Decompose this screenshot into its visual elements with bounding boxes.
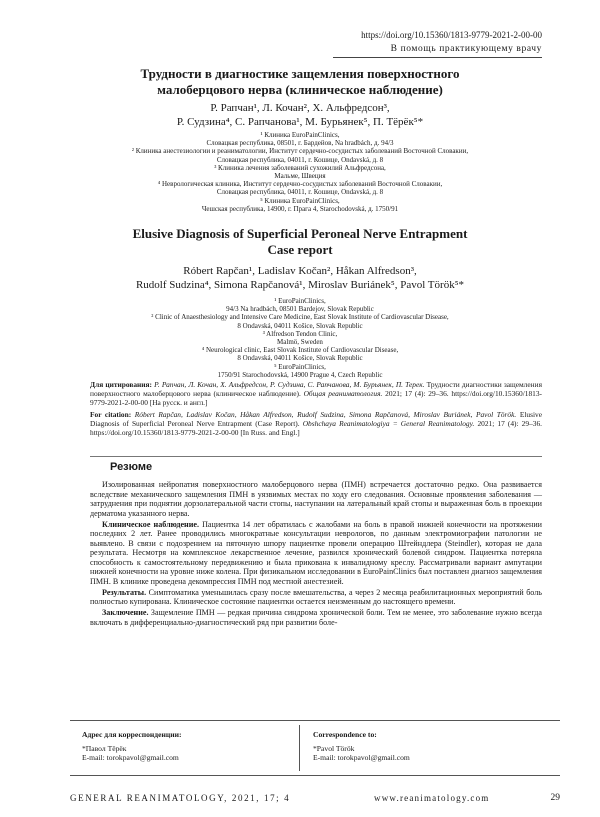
summary-conclusion-label: Заключение. [102, 608, 149, 617]
citation-english-title: Elusive Diagnosis of Superficial Peroneal Nerve Entrapment (Case Report). [90, 409, 542, 428]
summary-results-text: Симптоматика уменьшилась сразу после вмешательства, а через 2 месяца реабилитационных мероприятий боль полностью купирована. Клиническое состояние пациентки остается неизменным до настоящего времени. [90, 587, 542, 606]
title-english-line-2: Case report [267, 242, 333, 257]
summary-case [90, 520, 542, 587]
affiliation-line: Словацкая республика, 04011, г. Кошице, Ondavská, д. 8 [216, 188, 384, 197]
correspondence-russian [82, 730, 292, 763]
affiliation-line: Мальме, Швеция [274, 172, 326, 181]
correspondence-english-name: *Pavol Török [313, 744, 355, 754]
footer-journal: GENERAL REANIMATOLOGY, 2021, 17; 4 [70, 793, 291, 803]
correspondence-box [70, 720, 560, 776]
summary-results-label: Результаты. [102, 587, 147, 597]
citation-russian-authors: Р. Рапчан, Л. Кочан, Х. Альфредсон, Р. Судзина, С. Рапчанова, М. Бурьянек, П. Терек. [154, 380, 425, 389]
correspondence-russian-name: *Павол Тёрёк [82, 744, 127, 754]
citation-english-label: For citation: [90, 409, 132, 419]
citation-english-journal: Obshchaya Reanimatologiya = General Reanimatology. [302, 418, 475, 428]
citation-russian-label: Для цитирования: [90, 380, 153, 389]
authors-russian [40, 101, 560, 129]
summary-case-label: Клиническое наблюдение. [102, 519, 199, 529]
affiliation-line: ⁵ EuroPainClinics, [274, 362, 326, 371]
affiliation-line: ³ Alfredson Tendon Clinic, [262, 329, 338, 338]
header-divider [333, 57, 542, 58]
affiliation-line: Malmö, Sweden [277, 338, 323, 347]
correspondence-russian-email[interactable]: E-mail: torokpavol@gmail.com [82, 753, 179, 763]
affiliation-line: Словацкая республика, 08501, г. Бардейов, Na hradbách, д. 94/3 [206, 139, 394, 148]
authors-english-line-2: Rudolf Sudzina⁴, Simona Rapčanová¹, Miroslav Buriánek⁵, Pavol Török⁵* [135, 279, 465, 291]
affiliation-line: 8 Ondavská, 04011 Košice, Slovak Republic [237, 354, 363, 363]
citation-russian-title: Трудности диагностики защемления поверхностного малоберцового нерва (клиническое наблюдение). [90, 380, 542, 398]
correspondence-english [313, 730, 543, 763]
summary-heading: Резюме [110, 461, 153, 473]
correspondence-english-heading: Correspondence to: [313, 730, 377, 739]
summary-intro [90, 480, 542, 518]
summary-case-text: Пациентка 14 лет обратилась с жалобами на боль в правой нижней конечности на протяжении последних 2 лет. Ранее проводились многократные консультации неврологов, по данным электромиографии патологии не выявлено. В связи с подозрением на пяточную шпору пациентке провели операцию Штейндлера (Steindler), которая не дала результата. Несмотря на комплексное лекарственное лечение, развился хронический болевой синдром. Пациентка потеряла способность к самостоятельному передвижению и была прикована к инвалидному креслу. Рассматривали вариант ампутации нижней конечности на уровне ниже колена. При физикальном исследовании в EuroPainClinics был поставлен диагноз защемления ПМН. В клинике проведена декомпрессия ПМН под местной анестезией. [90, 519, 542, 586]
affiliation-line: ² Клиника анестезиологии и реаниматологии, Институт сердечно-сосудистых заболеваний Восточной Словакии, [131, 147, 469, 156]
affiliation-line: Чешская республика, 14900, г. Прага 4, Starochodovská, д. 1750/91 [201, 204, 399, 213]
correspondence-russian-heading: Адрес для корреспонденции: [82, 730, 182, 739]
title-russian-line-1: Трудности в диагностике защемления поверхностного [140, 66, 460, 81]
affiliation-line: 94/3 Na hradbách, 08501 Bardejov, Slovak Republic [226, 305, 374, 314]
summary-conclusion-text: Защемление ПМН — редкая причина синдрома хронической боли. Тем не менее, это заболевание нужно всегда включать в дифференциально-диагностический ряд при развитии боле- [90, 608, 542, 627]
affiliation-line: 1750/91 Starochodovská, 14900 Prague 4, Czech Republic [217, 370, 383, 379]
affiliation-line: ⁴ Неврологическая клиника, Институт сердечно-сосудистых заболеваний Восточной Словакии, [157, 180, 443, 189]
summary-results [90, 588, 542, 607]
affiliations-english [40, 297, 560, 379]
authors-english [40, 264, 560, 292]
title-english [40, 226, 560, 258]
affiliation-line: ² Clinic of Anaesthesiology and Intensive Care Medicine, East Slovak Institute of Cardiovascular Disease, [151, 313, 449, 322]
citation-russian-rest: 2021; 17 (4): 29–36. https://doi.org/10.15360/1813-9779-2021-2-00-00 [На русск. и англ.] [90, 388, 542, 407]
summary-conclusion [90, 608, 542, 627]
title-russian [40, 66, 560, 98]
summary-divider [90, 456, 542, 457]
title-english-line-1: Elusive Diagnosis of Superficial Peroneal Nerve Entrapment [132, 226, 468, 241]
summary-intro-text: Изолированная нейропатия поверхностного малоберцового нерва (ПМН) встречается достаточно редко. Она развивается вследствие механического защемления ПМН в уязвимых местах по ходу его следования. Основные проявления заболевания — затруднения при поднятии дорзолатеральной части стопы, наступании на латеральный край стопы и выраженная боль в проекции дерматома указанного нерва. [90, 480, 542, 518]
authors-russian-line-1: Р. Рапчан¹, Л. Кочан², Х. Альфредсон³, [210, 102, 390, 114]
citation-english-authors: Róbert Rapčan, Ladislav Kočan, Håkan Alfredson, Rudolf Sudzina, Simona Rapčanová, Miroslav Buriánek, Pavol Török. [134, 409, 517, 419]
affiliations-russian [40, 131, 560, 213]
title-russian-line-2: малоберцового нерва (клиническое наблюдение) [157, 82, 443, 97]
affiliation-line: ¹ EuroPainClinics, [274, 297, 326, 305]
citation-russian-journal: Общая реаниматология. [303, 388, 383, 398]
citation-english [90, 411, 542, 438]
footer-url-link[interactable]: www.reanimatology.com [374, 793, 490, 803]
affiliation-line: ³ Клиника лечения заболеваний сухожилий Альфредсона, [214, 163, 386, 172]
affiliation-line: ⁴ Neurological clinic, East Slovak Institute of Cardiovascular Disease, [201, 346, 399, 355]
citation-block [90, 381, 542, 437]
citation-russian [90, 381, 542, 408]
authors-russian-line-2: Р. Судзина⁴, С. Рапчанова¹, М. Бурьянек⁵, П. Тёрёк⁵* [176, 116, 424, 128]
affiliation-line: 8 Ondavská, 04011 Košice, Slovak Republic [237, 321, 363, 330]
correspondence-divider [299, 725, 300, 771]
page-number: 29 [550, 793, 560, 803]
section-label: В помощь практикующему врачу [390, 44, 542, 54]
affiliation-line: ¹ Клиника EuroPainClinics, [260, 131, 340, 139]
doi-link[interactable]: https://doi.org/10.15360/1813-9779-2021-2-00-00 [361, 30, 542, 40]
affiliation-line: ⁵ Клиника EuroPainClinics, [260, 196, 340, 205]
correspondence-english-email[interactable]: E-mail: torokpavol@gmail.com [313, 753, 410, 763]
summary-body [90, 480, 542, 629]
authors-english-line-1: Róbert Rapčan¹, Ladislav Kočan², Håkan Alfredson³, [183, 265, 417, 277]
affiliation-line: Словацкая республика, 04011, г. Кошице, Ondavská, д. 8 [216, 155, 384, 164]
citation-english-rest: 2021; 17 (4): 29–36. https://doi.org/10.15360/1813-9779-2021-2-00-00 [In Russ. and Engl.] [90, 418, 543, 437]
